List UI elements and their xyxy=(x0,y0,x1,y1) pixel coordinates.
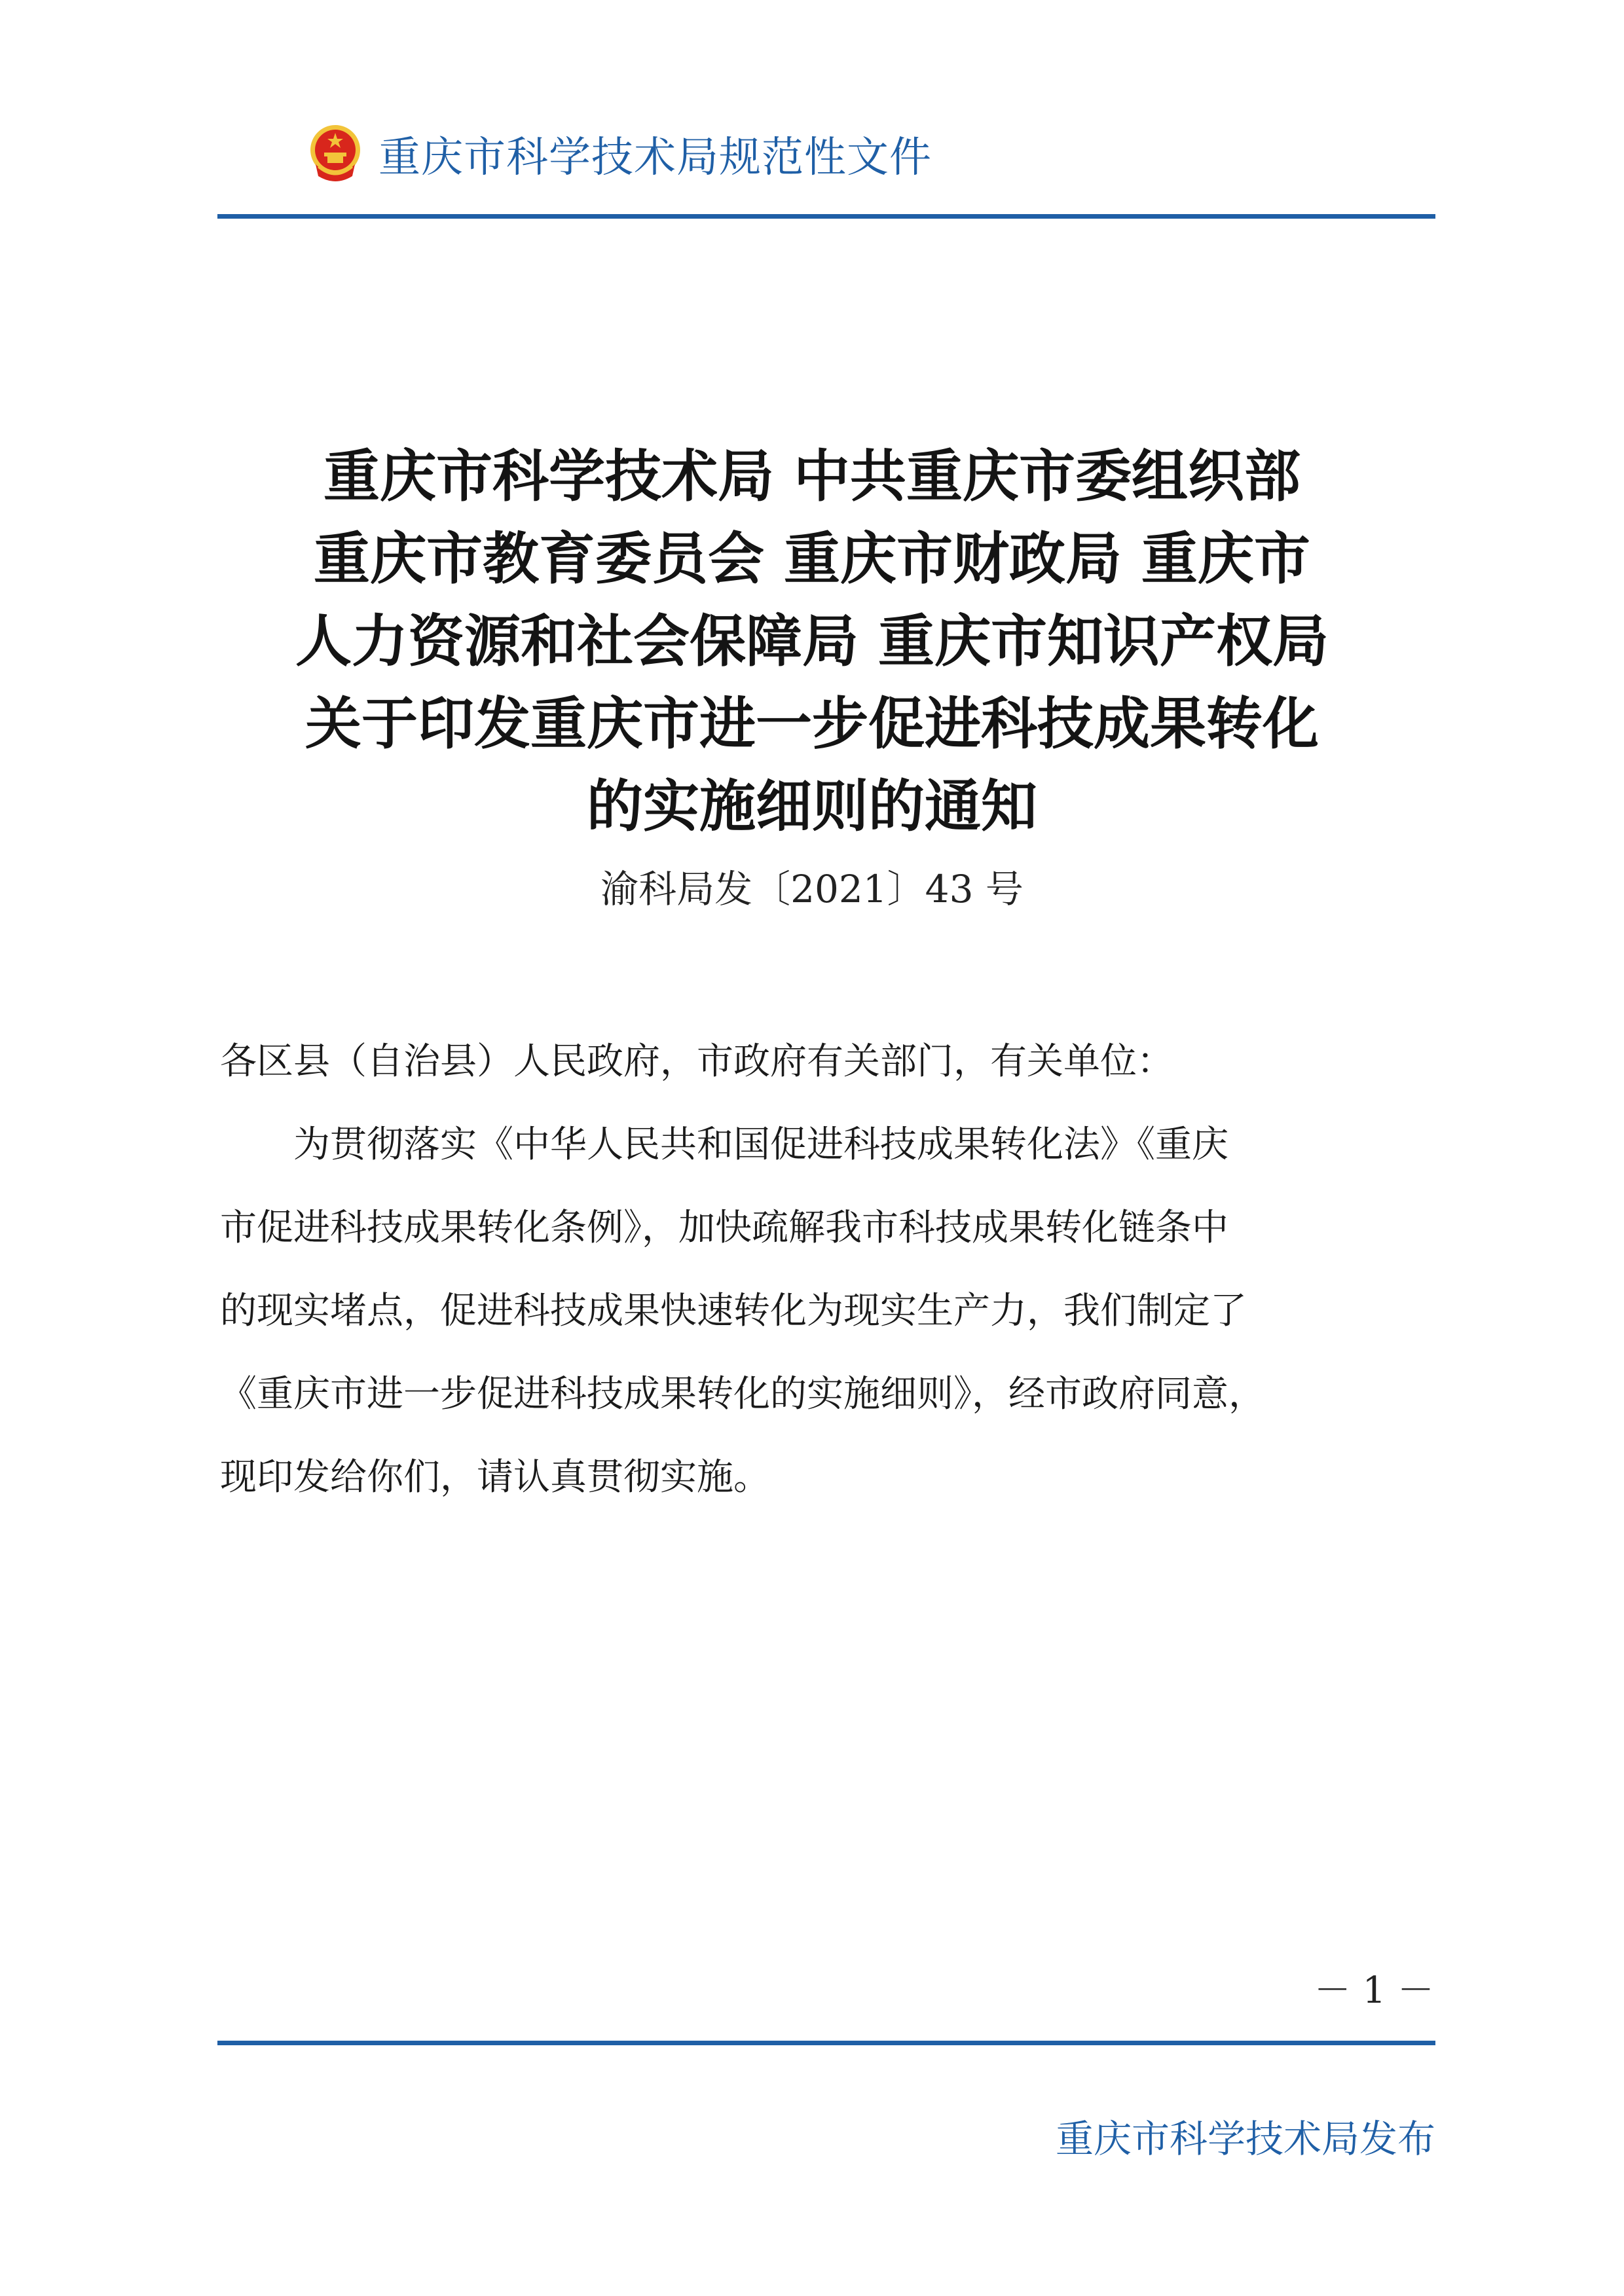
national-emblem-icon xyxy=(306,121,364,187)
footer-publisher: 重庆市科学技术局发布 xyxy=(1055,2117,1435,2161)
title-line: 关于印发重庆市进一步促进科技成果转化 xyxy=(305,691,1319,757)
document-body xyxy=(220,1020,1438,1519)
footer-divider xyxy=(217,2041,1435,2045)
document-title xyxy=(223,435,1401,848)
salutation: 各区县（自治县）人民政府，市政府有关部门，有关单位： xyxy=(220,1040,1173,1083)
body-line: 现印发给你们，请认真贯彻实施。 xyxy=(220,1456,770,1499)
title-line: 的实施细则的通知 xyxy=(587,773,1037,839)
header-title: 重庆市科学技术局规范性文件 xyxy=(378,134,932,182)
body-line: 市促进科技成果转化条例》，加快疏解我市科技成果转化链条中 xyxy=(220,1207,1228,1249)
document-header xyxy=(306,115,932,193)
body-line: 为贯彻落实《中华人民共和国促进科技成果转化法》《重庆 xyxy=(293,1123,1228,1166)
title-line: 人力资源和社会保障局 重庆市知识产权局 xyxy=(295,608,1329,674)
body-line: 《重庆市进一步促进科技成果转化的实施细则》，经市政府同意， xyxy=(220,1373,1265,1415)
document-number: 渝科局发〔2021〕43 号 xyxy=(600,867,1024,911)
body-line: 的现实堵点，促进科技成果快速转化为现实生产力，我们制定了 xyxy=(220,1290,1247,1332)
title-line: 重庆市科学技术局 中共重庆市委组织部 xyxy=(323,443,1301,509)
title-line: 重庆市教育委员会 重庆市财政局 重庆市 xyxy=(314,526,1310,592)
page-number: － 1 － xyxy=(1314,1969,1434,2012)
header-divider xyxy=(217,214,1435,219)
